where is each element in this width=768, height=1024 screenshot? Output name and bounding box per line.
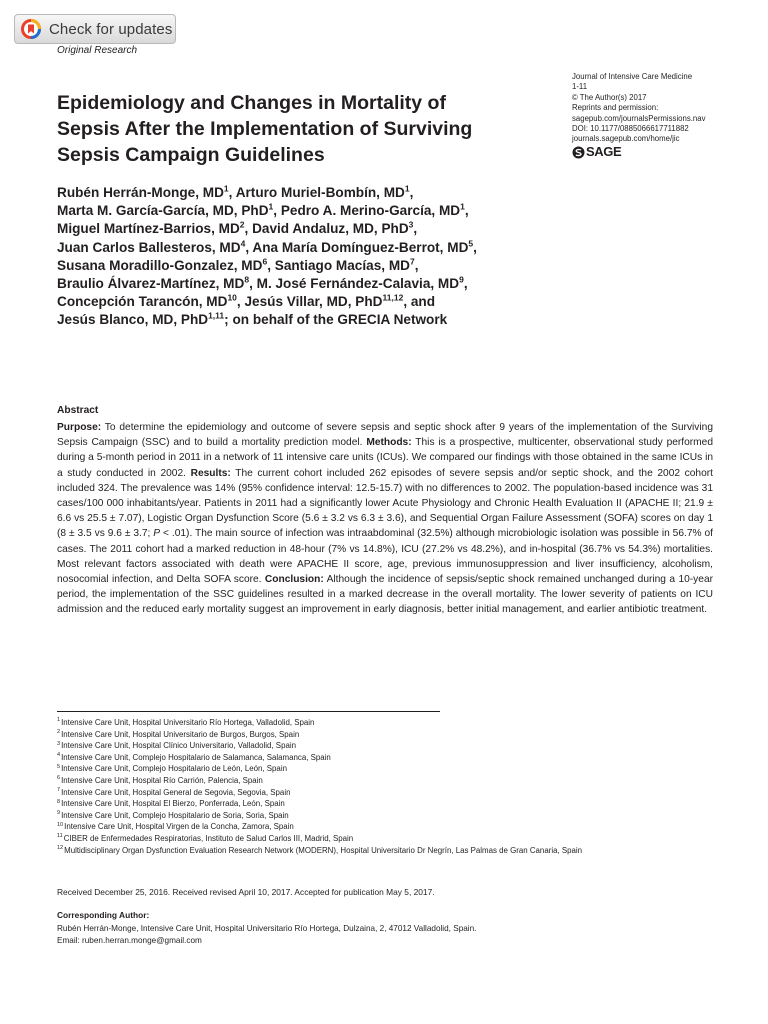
- author-separator: ,: [464, 203, 469, 219]
- author-name: Susana Moradillo-Gonzalez, MD: [57, 257, 263, 273]
- affiliation-number: 4: [57, 752, 61, 759]
- author-name: Juan Carlos Ballesteros, MD: [57, 239, 241, 255]
- author-separator: ,: [249, 276, 257, 292]
- affiliation-list: [57, 717, 737, 856]
- affiliation-item: [57, 833, 737, 845]
- author-affiliation-ref: 6: [262, 256, 268, 267]
- author-affiliation-ref: 11,12: [382, 292, 404, 303]
- author-separator: , and: [403, 294, 436, 310]
- author-line: [57, 311, 617, 329]
- author-separator: ,: [228, 185, 236, 200]
- author-affiliation-ref: 2: [239, 219, 245, 230]
- author-affiliation-ref: 4: [240, 238, 246, 249]
- author-affiliation-ref: 3: [408, 219, 414, 230]
- article-type-label: Original Research: [57, 45, 138, 56]
- author-name: Concepción Tarancón, MD: [57, 294, 228, 310]
- abstract-conclusion-label: Conclusion:: [264, 574, 324, 586]
- author-affiliation-ref: 1: [404, 183, 410, 194]
- author-name: Marta M. García-García, MD, PhD: [57, 203, 269, 219]
- author-name: Pedro A. Merino-García, MD: [280, 203, 461, 219]
- author-name: David Andaluz, MD, PhD: [252, 221, 409, 237]
- check-for-updates-button[interactable]: [14, 14, 176, 44]
- author-affiliation-ref: 9: [459, 274, 464, 285]
- author-separator: ,: [273, 203, 281, 219]
- author-affiliation-ref: 1: [223, 183, 229, 194]
- doi-link[interactable]: DOI: 10.1177/0885066617711882: [572, 124, 689, 134]
- abstract-purpose-label: Purpose:: [57, 422, 102, 433]
- affiliation-number: 12: [57, 844, 64, 851]
- affiliation-text: Intensive Care Unit, Hospital Universitario Río Hortega, Valladolid, Spain: [61, 718, 315, 727]
- author-affiliation-ref: 8: [244, 274, 250, 285]
- author-line: [57, 239, 617, 257]
- page-range: 1-11: [572, 82, 588, 92]
- abstract-results-label: Results:: [190, 467, 231, 479]
- copyright: © The Author(s) 2017: [572, 92, 647, 102]
- check-for-updates-label: Check for updates: [49, 20, 173, 38]
- abstract-heading: Abstract: [57, 405, 99, 416]
- author-name: Ana María Domínguez-Berrot, MD: [252, 239, 469, 255]
- permissions-link[interactable]: sagepub.com/journalsPermissions.nav: [572, 113, 706, 123]
- abstract-results-text: The current cohort included 262 episodes of severe sepsis and/or septic shock, and the 2002 cohort included 324. The prevalence was 14% (95% confidence interval: 12.5-15.7) with no differences to 2002. The population-based incidence was 31 cases/100 000 inhabitants/year. Patients in 2011 had a significantly lower Acute Physiology and Chronic Health Evaluation II (APACHE II; 21.9 ± 6.6 vs 25.5 ± 7.07), Logistic Organ Dysfunction Score (5.6 ± 3.2 vs 6.3 ± 3.6), and Sequential Organ Failure Assessment (SOFA) scores on day 1 (8 ± 3.5 vs 9.6 ± 3.7;: [57, 467, 713, 540]
- affiliation-number: 10: [57, 821, 64, 828]
- author-affiliation-ref: 1: [268, 201, 274, 212]
- author-line: [57, 257, 617, 275]
- affiliation-item: [57, 787, 737, 799]
- sage-logo-icon: [572, 146, 585, 159]
- abstract-methods-label: Methods:: [366, 437, 412, 449]
- author-affiliation-ref: 10: [227, 292, 237, 303]
- corresponding-author-details: [57, 923, 476, 947]
- author-name: Rubén Herrán-Monge, MD: [57, 185, 224, 200]
- affiliation-number: 11: [57, 833, 63, 840]
- author-separator: ,: [473, 239, 477, 255]
- author-separator: ,: [413, 221, 418, 237]
- author-line: [57, 184, 617, 202]
- author-separator: ,: [414, 257, 419, 273]
- paper-title: Epidemiology and Changes in Mortality of Sepsis After the Implementation of Surviving Sepsis Campaign Guidelines: [57, 92, 473, 166]
- affiliation-number: 9: [57, 810, 61, 817]
- author-name: Jesús Villar, MD, PhD: [244, 294, 383, 310]
- abstract-body: [57, 420, 713, 618]
- affiliation-text: Intensive Care Unit, Hospital Virgen de la Concha, Zamora, Spain: [64, 822, 294, 832]
- reprints-label: Reprints and permission:: [572, 103, 659, 113]
- journal-info: [572, 72, 762, 159]
- affiliation-text: Intensive Care Unit, Complejo Hospitalario de León, León, Spain: [61, 764, 287, 774]
- author-separator: ; on behalf of the GRECIA Network: [224, 312, 448, 328]
- publisher-name: SAGE: [586, 144, 622, 160]
- affiliation-item: [57, 810, 737, 822]
- affiliation-text: Intensive Care Unit, Hospital El Bierzo, Ponferrada, León, Spain: [61, 799, 285, 809]
- affiliation-text: Intensive Care Unit, Hospital Clínico Universitario, Valladolid, Spain: [61, 741, 296, 751]
- author-name: Arturo Muriel-Bombín, MD: [235, 185, 405, 200]
- affiliation-text: Intensive Care Unit, Hospital Río Carrión, Palencia, Spain: [61, 775, 263, 785]
- abstract-p-value-symbol: P: [153, 528, 161, 540]
- author-separator: ,: [236, 294, 245, 310]
- corresponding-author-email[interactable]: Email: ruben.herran.monge@gmail.com: [57, 936, 202, 945]
- author-separator: ,: [244, 221, 253, 237]
- affiliation-item: [57, 845, 737, 857]
- author-line: [57, 275, 617, 293]
- affiliation-text: Intensive Care Unit, Complejo Hospitalario de Salamanca, Salamanca, Spain: [61, 752, 331, 762]
- affiliation-item: [57, 821, 737, 833]
- affiliation-number: 6: [57, 775, 61, 782]
- abstract-methods-text: This is a prospective, multicenter, observational study performed during a 5-month period in 2011 in a network of 11 intensive care units (ICUs). We compared our findings with those obtained in the same ICUs in a study conducted in 2002.: [57, 437, 714, 479]
- author-affiliation-ref: 5: [468, 238, 474, 249]
- author-name: Braulio Álvarez-Martínez, MD: [57, 276, 245, 292]
- affiliation-number: 3: [57, 740, 61, 747]
- affiliation-number: 2: [57, 728, 61, 735]
- journal-name: Journal of Intensive Care Medicine: [572, 72, 693, 81]
- author-separator: ,: [245, 239, 253, 255]
- affiliation-number: 5: [57, 763, 61, 770]
- affiliation-item: [57, 717, 737, 729]
- author-affiliation-ref: 7: [409, 256, 415, 267]
- publisher-logo: [572, 146, 762, 159]
- author-separator: ,: [463, 276, 468, 292]
- received-dates: Received December 25, 2016. Received revised April 10, 2017. Accepted for publication May 5, 2017.: [57, 887, 435, 897]
- affiliation-item: [57, 763, 737, 775]
- author-line: [57, 293, 617, 311]
- affiliation-text: Multidisciplinary Organ Dysfunction Evaluation Research Network (MODERN), Hospital Universitario Dr Negrín, Las Palmas de Gran Canaria, Spain: [64, 845, 583, 855]
- author-name: Miguel Martínez-Barrios, MD: [57, 221, 240, 237]
- author-name: Jesús Blanco, MD, PhD: [57, 312, 209, 328]
- author-name: Santiago Macías, MD: [274, 257, 410, 273]
- affiliation-text: Intensive Care Unit, Hospital General de Segovia, Segovia, Spain: [61, 787, 291, 797]
- author-line: [57, 220, 617, 238]
- affiliation-item: [57, 798, 737, 810]
- affiliation-item: [57, 775, 737, 787]
- corresponding-author-address: Rubén Herrán-Monge, Intensive Care Unit, Hospital Universitario Río Hortega, Dulzaina, 2, 47012 Valladolid, Spain.: [57, 924, 477, 933]
- abstract-purpose-text: To determine the epidemiology and outcome of severe sepsis and septic shock after 9 years of the implementation of the Surviving Sepsis Campaign (SSC) and to build a mortality prediction model.: [57, 422, 713, 449]
- author-name: M. José Fernández-Calavia, MD: [256, 276, 460, 292]
- author-line: [57, 202, 617, 220]
- author-affiliation-ref: 1: [460, 201, 465, 212]
- journal-home-link[interactable]: journals.sagepub.com/home/jic: [572, 134, 680, 144]
- affiliation-text: Intensive Care Unit, Complejo Hospitalario de Soria, Soria, Spain: [61, 810, 289, 820]
- affiliation-number: 1: [57, 717, 61, 724]
- affiliation-text: Intensive Care Unit, Hospital Universitario de Burgos, Burgos, Spain: [61, 729, 300, 739]
- affiliation-item: [57, 740, 737, 752]
- corresponding-author-heading: Corresponding Author:: [57, 910, 150, 920]
- affiliation-number: 8: [57, 798, 61, 805]
- abstract-results-text-continued: < .01). The main source of infection was intraabdominal (32.5%) although microbiologic isolation was possible in 56.7% of cases. The 2011 cohort had a marked reduction in 48-hour (7% vs 14.8%), ICU (27.2% vs 48.2%), and in-hospital (36.7% vs 54.3%) mortalities. Most relevant factors associated with death were APACHE II score, age, previous immunosuppression and liver insufficiency, alcoholism, nosocomial infection, and Delta SOFA score.: [57, 528, 713, 586]
- footnote-divider: [57, 711, 440, 712]
- author-separator: ,: [267, 257, 275, 273]
- affiliation-number: 7: [57, 786, 61, 793]
- affiliation-text: CIBER de Enfermedades Respiratorias, Instituto de Salud Carlos III, Madrid, Spain: [63, 833, 354, 843]
- affiliation-item: [57, 752, 737, 764]
- abstract-conclusion-text: Although the incidence of sepsis/septic shock remained unchanged during a 10-year period, the implementation of the SSC guidelines resulted in a marked decrease in the overall mortality. The lower severity of patients on ICU admission and the reduced early mortality suggest an improvement in early diagnosis, better initial management, and earlier antibiotic treatment.: [57, 574, 713, 616]
- affiliation-item: [57, 729, 737, 741]
- check-updates-icon: [21, 19, 41, 39]
- author-separator: ,: [409, 185, 414, 200]
- author-list: [57, 184, 617, 330]
- author-affiliation-ref: 1,11: [208, 310, 225, 321]
